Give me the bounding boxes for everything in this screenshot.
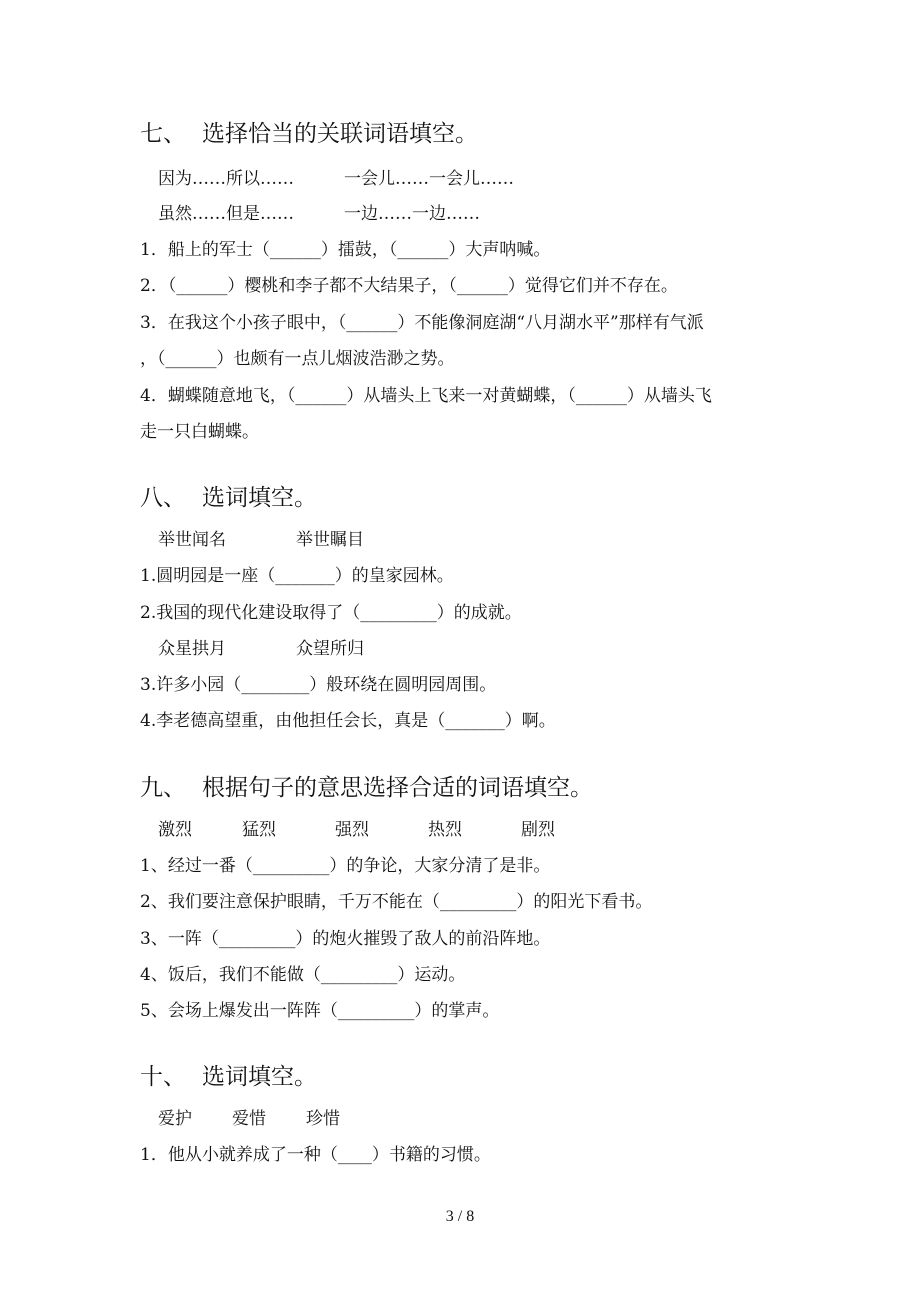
word-option: 虽然……但是…… [158,204,294,224]
word-option: 激烈 [158,820,192,840]
word-option: 猛烈 [242,820,276,840]
section-10-word-bank [158,1107,340,1131]
word-option: 珍惜 [306,1109,340,1129]
word-option: 众星拱月 [158,639,226,659]
question-line: 3、一阵（_________）的炮火摧毁了敌人的前沿阵地。 [140,929,551,949]
word-option: 举世闻名 [158,530,226,550]
word-option: 一边……一边…… [344,204,480,224]
question-line: 4．蝴蝶随意地飞，（______）从墙头上飞来一对黄蝴蝶，（______）从墙头飞 [140,386,712,406]
section-9-title: 根据句子的意思选择合适的词语填空。 [202,775,593,801]
word-option: 爱护 [158,1109,192,1129]
question-line: 走一只白蝴蝶。 [140,422,259,442]
word-option: 强烈 [335,820,369,840]
word-option: 一会儿……一会儿…… [344,169,514,189]
question-line: 1．他从小就养成了一种（____）书籍的习惯。 [140,1145,491,1165]
question-line: ，（______）也颇有一点儿烟波浩渺之势。 [140,349,455,369]
section-8-word-bank-b [158,637,364,661]
section-7-number: 七、 [140,121,186,147]
question-line: 1、经过一番（_________）的争论，大家分清了是非。 [140,856,551,876]
section-7-word-bank-row-1 [158,167,514,191]
section-9-number: 九、 [140,775,186,801]
question-line: 1．船上的军士（______）擂鼓，（______）大声呐喊。 [140,240,551,260]
question-line: 2.我国的现代化建设取得了（_________）的成就。 [140,603,522,623]
word-option: 因为……所以…… [158,169,294,189]
question-line: 4.李老德高望重，由他担任会长，真是（_______）啊。 [140,711,556,731]
question-line: 3.许多小园（________）般环绕在圆明园周围。 [140,675,497,695]
section-10-heading [140,1062,317,1092]
section-10-title: 选词填空。 [202,1064,317,1090]
question-line: 4、饭后，我们不能做（_________）运动。 [140,965,466,985]
question-line: 2．（______）樱桃和李子都不大结果子，（______）觉得它们并不存在。 [140,276,678,296]
section-9-word-bank [158,818,555,842]
word-option: 剧烈 [521,820,555,840]
word-option: 热烈 [428,820,462,840]
question-line: 5、会场上爆发出一阵阵（_________）的掌声。 [140,1001,500,1021]
question-line: 3．在我这个小孩子眼中，（______）不能像洞庭湖“八月湖水平”那样有气派 [140,313,704,333]
word-option: 爱惜 [232,1109,266,1129]
question-line: 1.圆明园是一座（_______）的皇家园林。 [140,566,454,586]
section-8-word-bank-a [158,528,364,552]
section-8-number: 八、 [140,485,186,511]
question-line: 2、我们要注意保护眼睛，千万不能在（_________）的阳光下看书。 [140,892,653,912]
section-9-heading [140,773,593,803]
section-7-title: 选择恰当的关联词语填空。 [202,121,478,147]
word-option: 举世瞩目 [296,530,364,550]
section-10-number: 十、 [140,1064,186,1090]
section-8-title: 选词填空。 [202,485,317,511]
word-option: 众望所归 [296,639,364,659]
section-7-word-bank-row-2 [158,202,480,226]
section-8-heading [140,483,317,513]
section-7-heading [140,119,478,149]
page-number: 3 / 8 [445,1208,475,1225]
